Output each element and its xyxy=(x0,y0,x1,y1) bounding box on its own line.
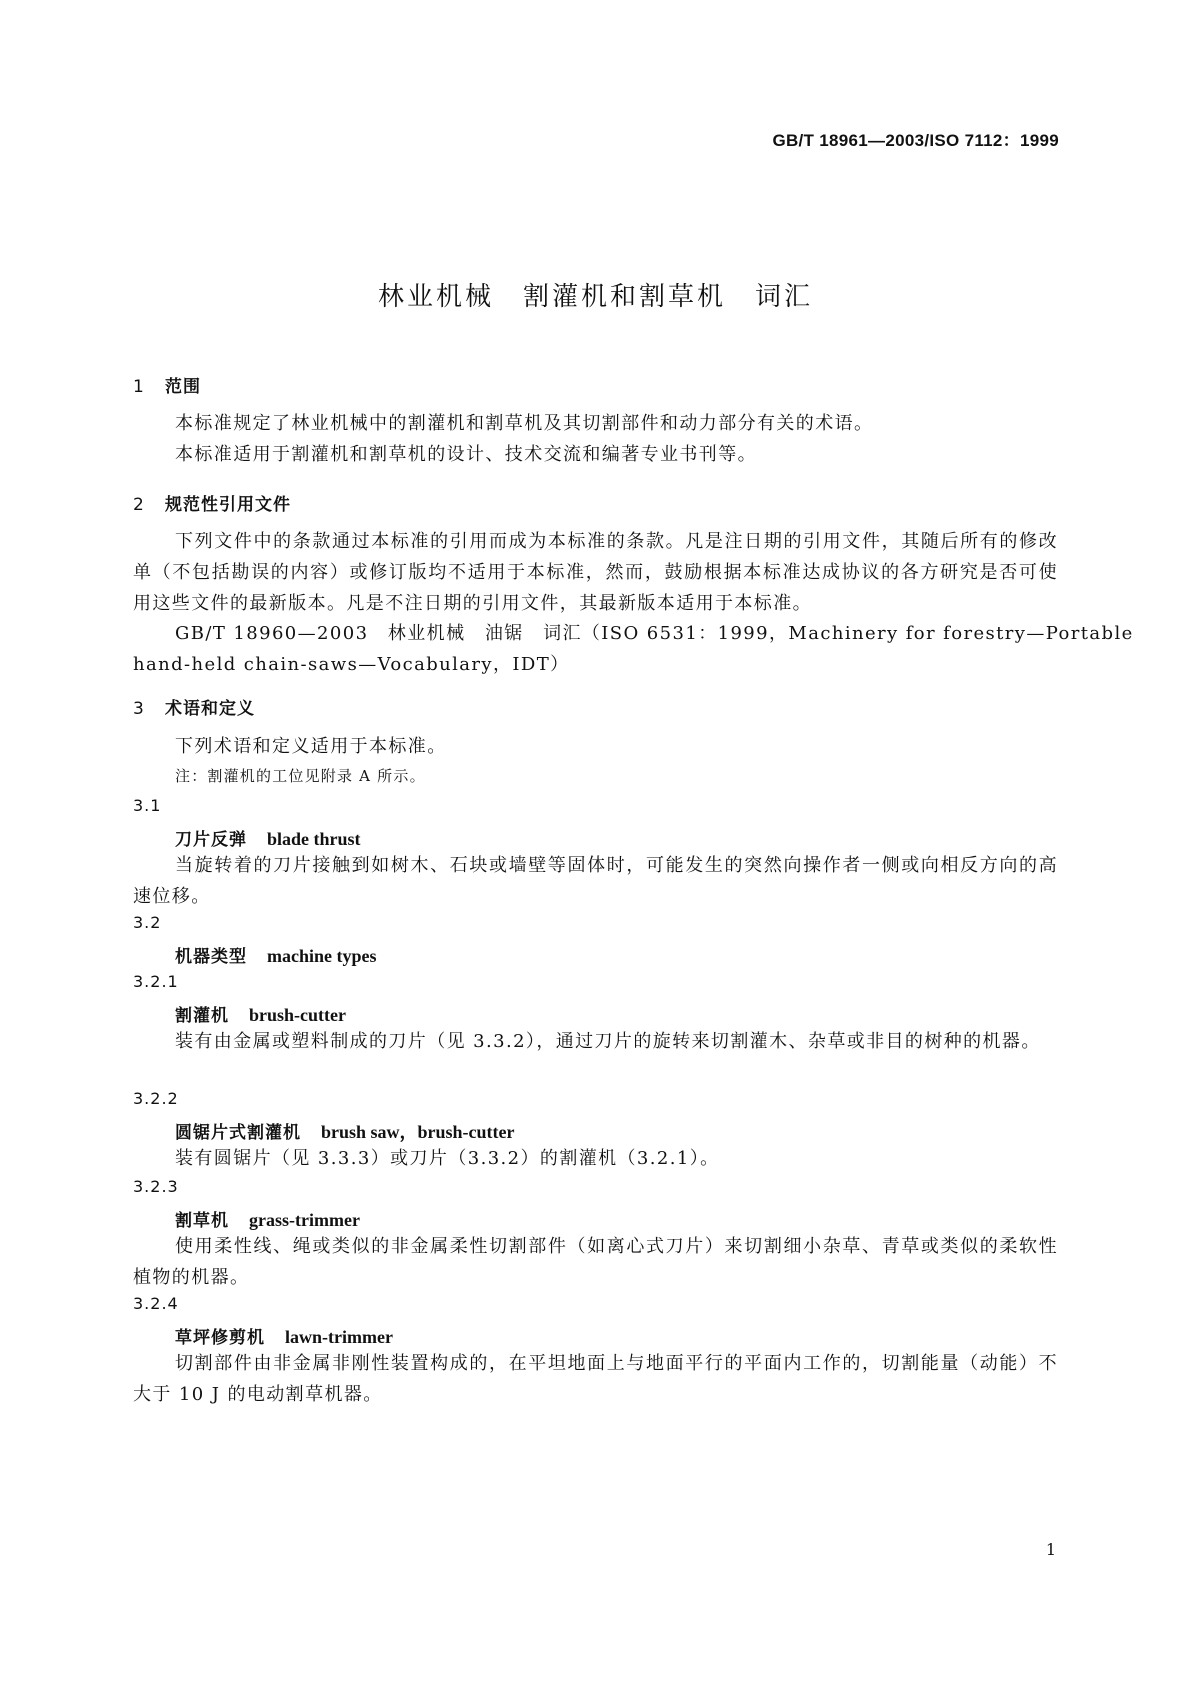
term-definition: 当旋转着的刀片接触到如树木、石块或墙壁等固体时，可能发生的突然向操作者一侧或向相反方向的高速位移。 xyxy=(133,855,1058,907)
standard-number: GB/T 18961—2003/ISO 7112：1999 xyxy=(772,131,1059,150)
document-title: 林业机械 割灌机和割草机 词汇 xyxy=(377,282,813,312)
scope-paragraph-2: 本标准适用于割灌机和割草机的设计、技术交流和编著专业书刊等。 xyxy=(175,444,757,465)
terms-intro: 下列术语和定义适用于本标准。 xyxy=(175,736,447,757)
section-number: 3 xyxy=(133,699,145,719)
normative-references-paragraph: 下列文件中的条款通过本标准的引用而成为本标准的条款。凡是注日期的引用文件，其随后所有的修改单（不包括勘误的内容）或修订版均不适用于本标准，然而，鼓励根据本标准达成协议的各方研究是否可使用这些文件的最新版本。凡是不注日期的引用文件，其最新版本适用于本标准。 xyxy=(133,531,1058,614)
term-number: 3.2.3 xyxy=(133,1177,179,1196)
term-english: brush saw，brush-cutter xyxy=(321,1122,515,1142)
term-definition: 切割部件由非金属非刚性装置构成的，在平坦地面上与地面平行的平面内工作的，切割能量（动能）不大于 10 J 的电动割草机器。 xyxy=(133,1353,1058,1405)
term-chinese: 割灌机 xyxy=(175,1006,229,1026)
term-heading xyxy=(175,1323,393,1348)
term-heading xyxy=(175,1206,360,1231)
term-english: lawn-trimmer xyxy=(285,1327,393,1347)
term-chinese: 草坪修剪机 xyxy=(175,1328,265,1348)
term-english: brush-cutter xyxy=(249,1005,346,1025)
term-number: 3.2 xyxy=(133,913,162,932)
terms-note: 注：割灌机的工位见附录 A 所示。 xyxy=(175,767,426,785)
section-title: 范围 xyxy=(165,377,201,397)
section-number: 1 xyxy=(133,377,145,397)
term-number: 3.2.4 xyxy=(133,1294,179,1313)
term-heading xyxy=(175,1118,515,1144)
term-definition: 装有圆锯片（见 3.3.3）或刀片（3.3.2）的割灌机（3.2.1）。 xyxy=(175,1148,720,1169)
term-chinese: 机器类型 xyxy=(175,947,247,967)
section-3-heading xyxy=(133,694,255,719)
reference-entry-line-1: GB/T 18960—2003 林业机械 油锯 词汇（ISO 6531：1999，Machinery for forestry—Portable xyxy=(175,623,1134,644)
section-title: 术语和定义 xyxy=(165,699,255,719)
term-english: machine types xyxy=(267,946,377,966)
term-chinese: 刀片反弹 xyxy=(175,830,247,850)
term-definition: 装有由金属或塑料制成的刀片（见 3.3.2），通过刀片的旋转来切割灌木、杂草或非目的树种的机器。 xyxy=(175,1031,1041,1052)
term-heading xyxy=(175,825,361,850)
section-number: 2 xyxy=(133,495,145,515)
term-english: grass-trimmer xyxy=(249,1210,360,1230)
term-definition: 使用柔性线、绳或类似的非金属柔性切割部件（如离心式刀片）来切割细小杂草、青草或类似的柔软性植物的机器。 xyxy=(133,1236,1058,1288)
section-2-heading xyxy=(133,490,291,515)
term-number: 3.1 xyxy=(133,796,162,815)
scope-paragraph-1: 本标准规定了林业机械中的割灌机和割草机及其切割部件和动力部分有关的术语。 xyxy=(175,413,874,434)
section-1-heading xyxy=(133,372,201,397)
term-chinese: 圆锯片式割灌机 xyxy=(175,1123,301,1143)
term-heading xyxy=(175,1001,346,1026)
term-chinese: 割草机 xyxy=(175,1211,229,1231)
term-heading xyxy=(175,942,377,967)
term-number: 3.2.1 xyxy=(133,972,179,991)
term-number: 3.2.2 xyxy=(133,1089,179,1108)
term-english: blade thrust xyxy=(267,829,361,849)
page-number: 1 xyxy=(1045,1540,1056,1559)
reference-entry-line-2: hand-held chain-saws—Vocabulary，IDT） xyxy=(133,654,570,675)
section-title: 规范性引用文件 xyxy=(165,495,291,515)
